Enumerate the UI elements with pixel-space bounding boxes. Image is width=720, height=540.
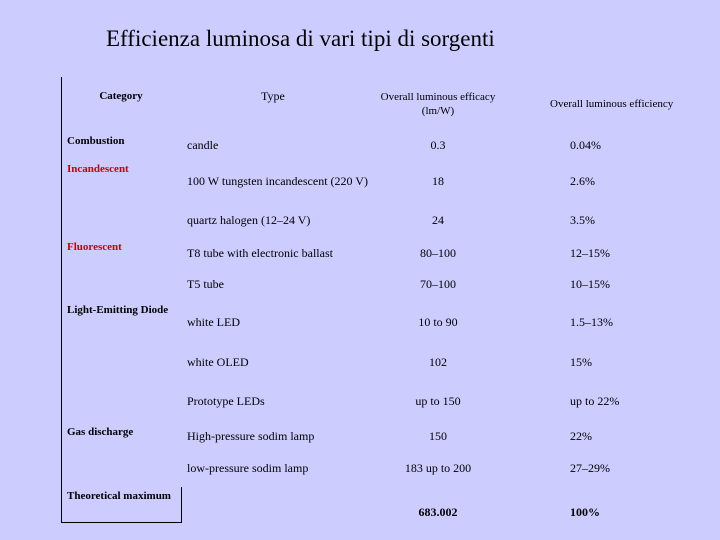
category-cell: Gas discharge bbox=[67, 426, 134, 438]
header-efficiency: Overall luminous efficiency bbox=[550, 98, 674, 110]
table-row bbox=[61, 203, 720, 237]
efficacy-cell: 10 to 90 bbox=[418, 315, 458, 329]
efficiency-cell: 12–15% bbox=[570, 245, 610, 260]
table-row bbox=[61, 344, 720, 379]
table-cell-separator bbox=[181, 487, 182, 523]
efficiency-cell: 3.5% bbox=[570, 213, 595, 227]
table-row bbox=[61, 268, 720, 300]
type-cell: 100 W tungsten incandescent (220 V) bbox=[187, 174, 368, 188]
efficacy-cell: 150 bbox=[429, 429, 447, 443]
type-cell: T5 tube bbox=[187, 277, 224, 291]
efficiency-cell: 100% bbox=[570, 504, 600, 519]
type-cell bbox=[181, 486, 376, 537]
efficiency-cell: 27–29% bbox=[570, 461, 610, 475]
table-row bbox=[61, 379, 720, 422]
category-cell bbox=[61, 203, 181, 237]
category-cell bbox=[61, 344, 181, 379]
efficacy-cell: 24 bbox=[432, 213, 444, 227]
table-row bbox=[61, 422, 720, 450]
type-cell: quartz halogen (12–24 V) bbox=[187, 213, 311, 227]
category-cell: Theoretical maximum bbox=[67, 490, 171, 502]
efficacy-cell: 80–100 bbox=[420, 245, 456, 260]
header-category: Category bbox=[99, 90, 143, 102]
table-row bbox=[61, 131, 720, 159]
category-cell: Light-Emitting Diode bbox=[67, 304, 169, 316]
type-cell: High-pressure sodim lamp bbox=[187, 429, 315, 443]
type-cell: T8 tube with electronic ballast bbox=[187, 245, 333, 260]
efficacy-cell: 0.3 bbox=[430, 138, 446, 152]
type-cell: white LED bbox=[187, 315, 240, 329]
category-cell: Combustion bbox=[67, 135, 125, 147]
table-row bbox=[61, 300, 720, 344]
category-cell bbox=[61, 450, 181, 486]
table-bottom-border bbox=[61, 522, 181, 523]
category-cell: Incandescent bbox=[67, 163, 129, 175]
efficiency-cell: up to 22% bbox=[570, 393, 620, 408]
header-type: Type bbox=[261, 89, 285, 103]
efficiency-cell: 2.6% bbox=[570, 174, 595, 188]
table-row bbox=[61, 237, 720, 268]
table-header-row bbox=[61, 77, 720, 131]
efficacy-cell: up to 150 bbox=[415, 393, 461, 408]
table-left-border bbox=[61, 77, 62, 523]
type-cell: candle bbox=[187, 138, 219, 152]
category-cell bbox=[61, 379, 181, 422]
efficacy-cell: 70–100 bbox=[420, 277, 456, 291]
efficacy-table bbox=[61, 77, 720, 537]
table-row bbox=[61, 450, 720, 486]
type-cell: white OLED bbox=[187, 354, 249, 369]
efficacy-cell: 683.002 bbox=[418, 504, 458, 519]
table-row bbox=[61, 159, 720, 203]
efficiency-cell: 10–15% bbox=[570, 277, 610, 291]
category-cell bbox=[61, 268, 181, 300]
efficacy-cell: 183 up to 200 bbox=[404, 461, 472, 475]
type-cell: Prototype LEDs bbox=[187, 393, 265, 408]
efficiency-cell: 15% bbox=[570, 354, 592, 369]
efficiency-cell: 22% bbox=[570, 429, 592, 443]
efficacy-cell: 102 bbox=[429, 354, 447, 369]
category-cell: Fluorescent bbox=[67, 241, 122, 253]
page-title: Efficienza luminosa di vari tipi di sorgenti bbox=[106, 26, 495, 51]
efficacy-cell: 18 bbox=[432, 174, 444, 188]
efficiency-cell: 1.5–13% bbox=[570, 315, 613, 329]
efficiency-cell: 0.04% bbox=[570, 138, 601, 152]
table-row bbox=[61, 486, 720, 537]
header-efficacy: Overall luminous efficacy (lm/W) bbox=[380, 91, 496, 117]
type-cell: low-pressure sodim lamp bbox=[187, 461, 309, 475]
